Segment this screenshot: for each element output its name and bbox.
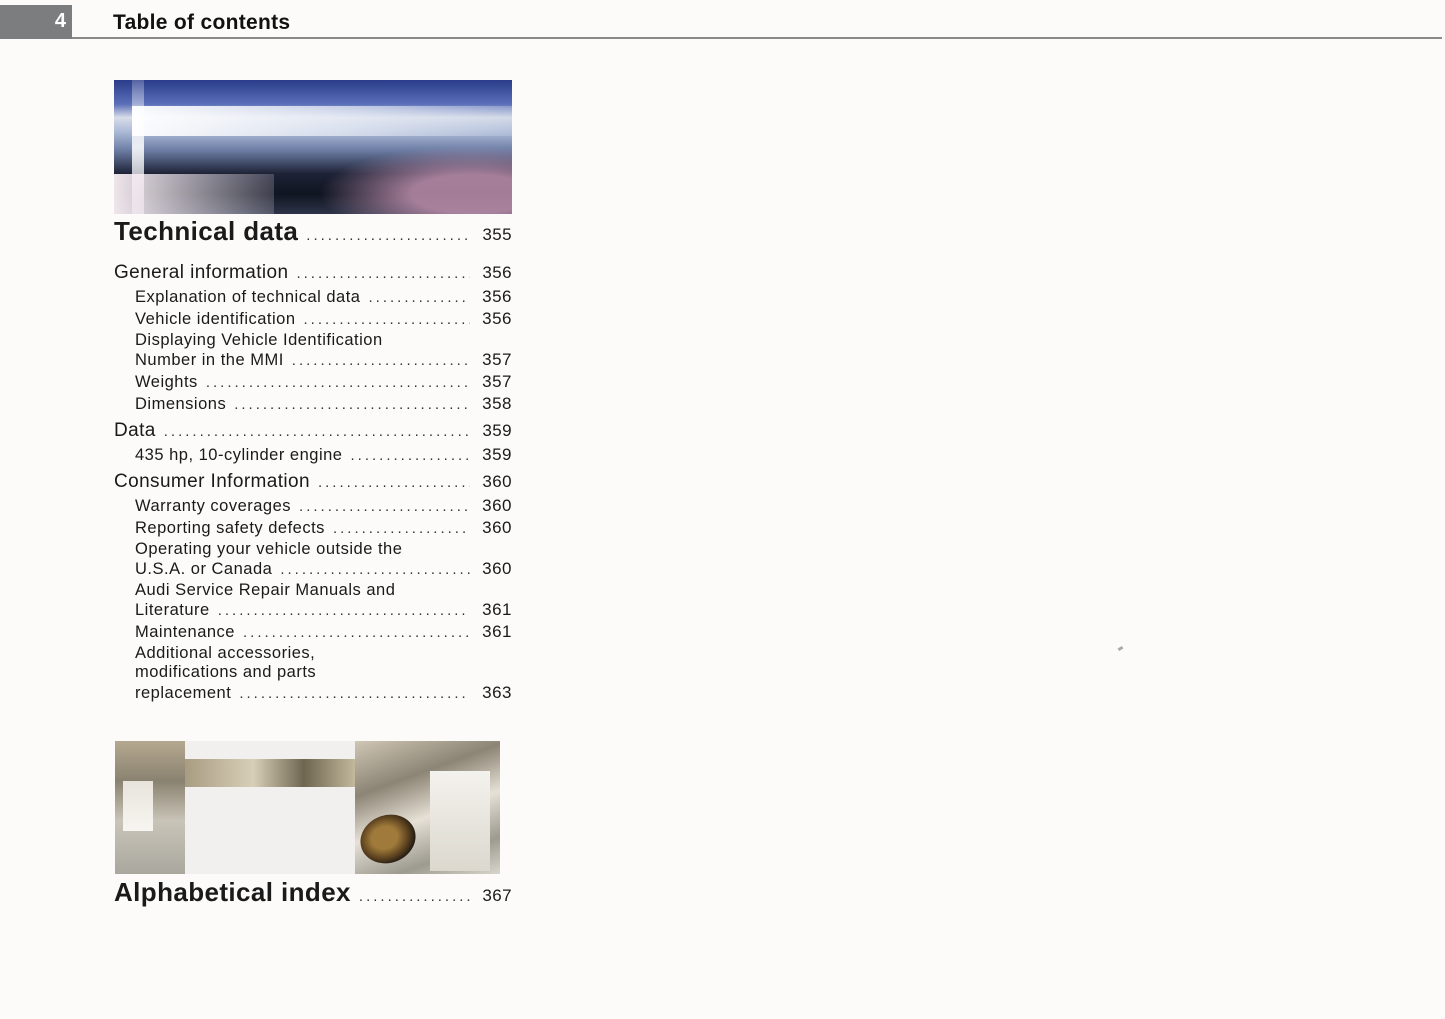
toc-section-technical-data[interactable]: Technical data ..... 355 xyxy=(114,216,512,247)
toc-item-line: Operating your vehicle outside the xyxy=(135,540,403,558)
header-divider xyxy=(72,37,1442,39)
toc-item[interactable]: Weights ..... 357 xyxy=(135,372,512,392)
toc-item-line: Additional accessories, xyxy=(135,644,316,662)
page-number: 4 xyxy=(54,10,66,32)
alphabetical-index-photo xyxy=(115,741,500,874)
toc-section-alphabetical-index[interactable]: Alphabetical index ..... 367 xyxy=(114,877,512,908)
toc-item-line: Audi Service Repair Manuals and xyxy=(135,581,396,599)
toc-item[interactable]: Maintenance ..... 361 xyxy=(135,622,512,642)
toc-item[interactable]: Number in the MMI ..... 357 xyxy=(135,350,512,370)
toc-item[interactable]: Dimensions ..... 358 xyxy=(135,394,512,414)
toc-item[interactable]: Explanation of technical data ..... 356 xyxy=(135,287,512,307)
page-title: Table of contents xyxy=(113,11,291,34)
page-number-tab xyxy=(0,5,72,39)
toc-item[interactable]: U.S.A. or Canada ..... 360 xyxy=(135,559,512,579)
toc-item[interactable]: Reporting safety defects ..... 360 xyxy=(135,518,512,538)
toc-item-line: modifications and parts xyxy=(135,663,317,681)
toc-group-data[interactable]: Data ..... 359 xyxy=(114,420,512,442)
toc-item[interactable]: Vehicle identification ..... 356 xyxy=(135,309,512,329)
toc-group-general-information[interactable]: General information ..... 356 xyxy=(114,262,512,284)
technical-data-photo xyxy=(114,80,512,214)
toc-item[interactable]: 435 hp, 10-cylinder engine ..... 359 xyxy=(135,445,512,465)
toc-item[interactable]: Literature ..... 361 xyxy=(135,600,512,620)
toc-item[interactable]: Warranty coverages ..... 360 xyxy=(135,496,512,516)
toc-group-consumer-information[interactable]: Consumer Information ..... 360 xyxy=(114,471,512,493)
page-header xyxy=(0,0,1445,40)
toc-item[interactable]: replacement ..... 363 xyxy=(135,683,512,703)
toc-item-line: Displaying Vehicle Identification xyxy=(135,331,383,349)
scan-speck xyxy=(1118,646,1124,651)
